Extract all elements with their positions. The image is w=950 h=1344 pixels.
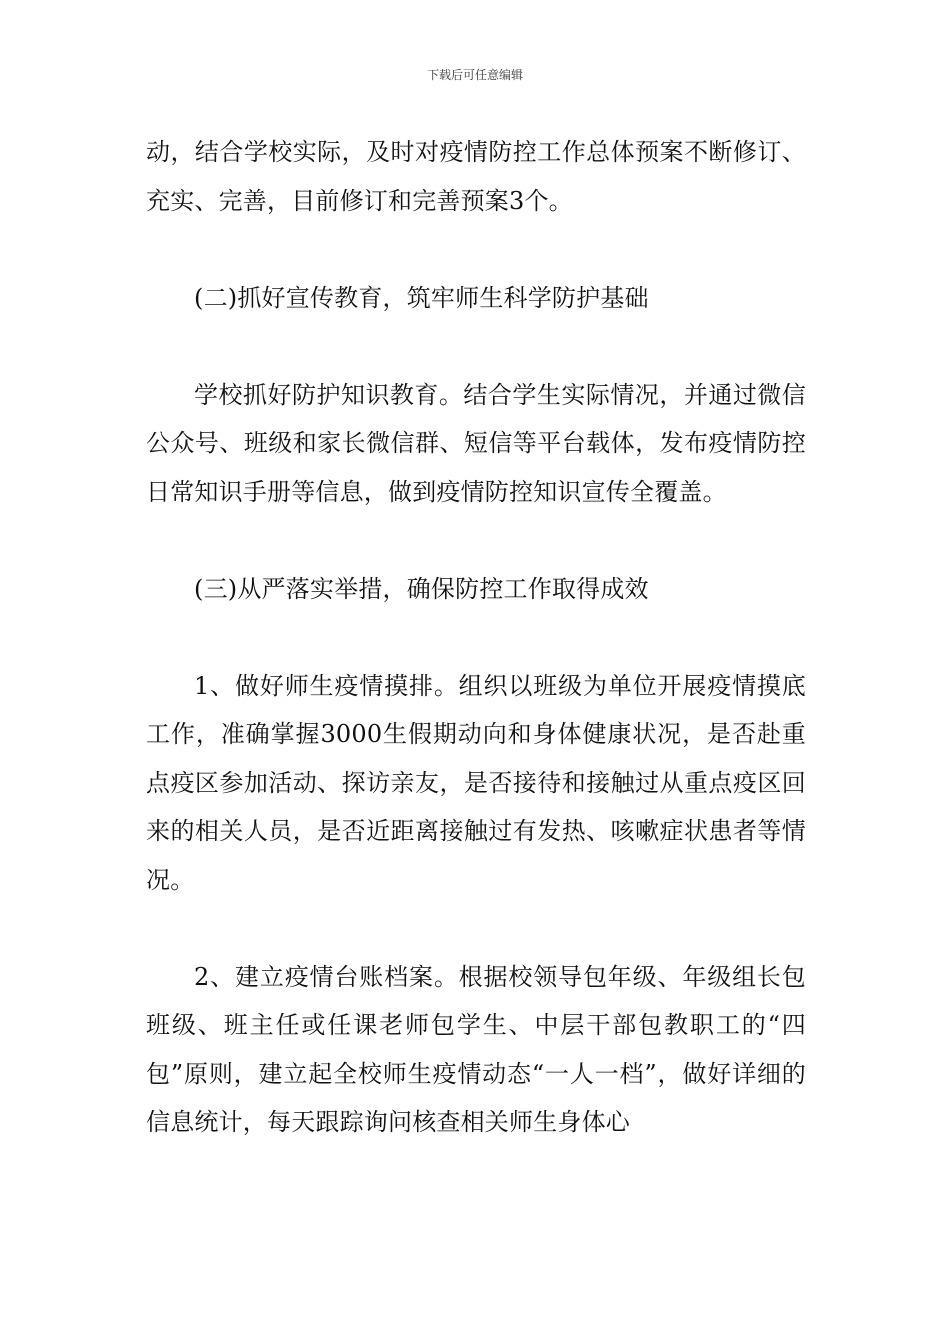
paragraph-gap bbox=[146, 613, 806, 662]
paragraph-continuation: 动，结合学校实际，及时对疫情防控工作总体预案不断修订、充实、完善，目前修订和完善预案3个。 bbox=[146, 138, 806, 215]
paragraph-education: 学校抓好防护知识教育。结合学生实际情况，并通过微信公众号、班级和家长微信群、短信等平台载体，发布疫情防控日常知识手册等信息，做到疫情防控知识宣传全覆盖。 bbox=[146, 380, 806, 506]
paragraph-item-2: 2、建立疫情台账档案。根据校领导包年级、年级组长包班级、班主任或任课老师包学生、中层干部包教职工的“四包”原则，建立起全校师生疫情动态“一人一档”，做好详细的信息统计，每天跟踪询问核查相关师生身体心 bbox=[146, 962, 806, 1136]
section-heading-3: (三)从严落实举措，确保防控工作取得成效 bbox=[194, 574, 649, 603]
paragraph-gap bbox=[146, 904, 806, 953]
paragraph-gap bbox=[146, 322, 806, 371]
paragraph-gap bbox=[146, 516, 806, 565]
paragraph-gap bbox=[146, 225, 806, 274]
paragraph-item-1: 1、做好师生疫情摸排。组织以班级为单位开展疫情摸底工作，准确掌握3000生假期动向和身体健康状况，是否赴重点疫区参加活动、探访亲友，是否接待和接触过从重点疫区回来的相关人员，是否近距离接触过有发热、咳嗽症状患者等情况。 bbox=[146, 671, 806, 894]
page-header-note: 下载后可任意编辑 bbox=[426, 68, 523, 82]
section-heading-2: (二)抓好宣传教育，筑牢师生科学防护基础 bbox=[194, 283, 649, 312]
document-body bbox=[146, 128, 806, 1147]
